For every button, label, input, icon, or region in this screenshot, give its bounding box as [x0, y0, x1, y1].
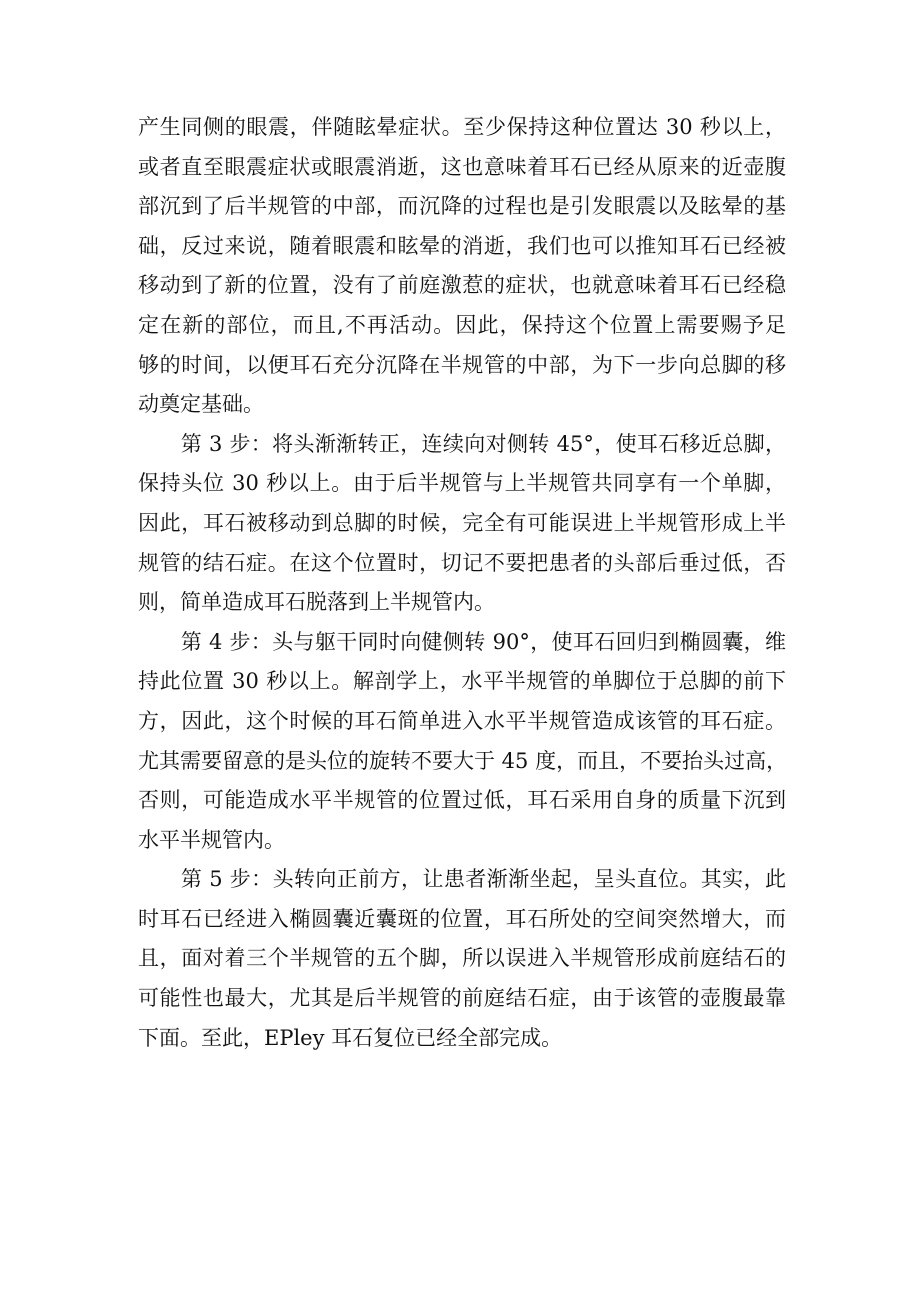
text-line: 定在新的部位，而且,不再活动。因此，保持这个位置上需要赐予足 [138, 312, 786, 337]
text-line: 可能性也最大，尤其是后半规管的前庭结石症，由于该管的壶腹最靠 [138, 986, 786, 1011]
text-line: 够的时间，以便耳石充分沉降在半规管的中部，为下一步向总脚的移 [138, 352, 786, 377]
text-line: 持此位置 30 秒以上。解剖学上，水平半规管的单脚位于总脚的前下 [138, 669, 786, 694]
text-line: 部沉到了后半规管的中部，而沉降的过程也是引发眼震以及眩晕的基 [138, 194, 786, 219]
text-line: 规管的结石症。在这个位置时，切记不要把患者的头部后垂过低，否 [138, 550, 786, 575]
text-line: 动奠定基础。 [138, 392, 264, 417]
text-line: 尤其需要留意的是头位的旋转不要大于 45 度，而且，不要抬头过高， [138, 748, 788, 773]
text-line: 否则，可能造成水平半规管的位置过低，耳石采用自身的质量下沉到 [138, 788, 786, 813]
text-line: 移动到了新的位置，没有了前庭激惹的症状，也就意味着耳石已经稳 [138, 273, 786, 298]
text-line: 下面。至此，EPley 耳石复位已经全部完成。 [138, 1025, 563, 1050]
text-line: 时耳石已经进入椭圆囊近囊斑的位置，耳石所处的空间突然增大，而 [138, 906, 786, 931]
document-body [138, 108, 786, 1058]
text-line: 则，简单造成耳石脱落到上半规管内。 [138, 590, 495, 615]
text-line: 产生同侧的眼震，伴随眩晕症状。至少保持这种位置达 30 秒以上， [138, 115, 786, 139]
paragraph [138, 623, 786, 861]
text-line: 或者直至眼震症状或眼震消逝，这也意味着耳石已经从原来的近壶腹 [138, 154, 786, 179]
paragraph [138, 860, 786, 1058]
text-line: 且，面对着三个半规管的五个脚，所以误进入半规管形成前庭结石的 [138, 946, 786, 971]
text-line: 因此，耳石被移动到总脚的时候，完全有可能误进上半规管形成上半 [138, 510, 786, 535]
text-line: 第 3 步：将头渐渐转正，连续向对侧转 45°，使耳石移近总脚， [138, 431, 786, 456]
text-line: 方，因此，这个时候的耳石简单进入水平半规管造成该管的耳石症。 [138, 708, 786, 733]
text-line: 水平半规管内。 [138, 827, 285, 852]
text-line: 第 5 步：头转向正前方，让患者渐渐坐起，呈头直位。其实，此 [138, 867, 786, 892]
text-line: 第 4 步：头与躯干同时向健侧转 90°，使耳石回归到椭圆囊，维 [138, 629, 786, 654]
text-line: 础，反过来说，随着眼震和眩晕的消逝，我们也可以推知耳石已经被 [138, 233, 786, 258]
paragraph [138, 108, 786, 425]
text-line: 保持头位 30 秒以上。由于后半规管与上半规管共同享有一个单脚， [138, 471, 786, 496]
paragraph [138, 425, 786, 623]
